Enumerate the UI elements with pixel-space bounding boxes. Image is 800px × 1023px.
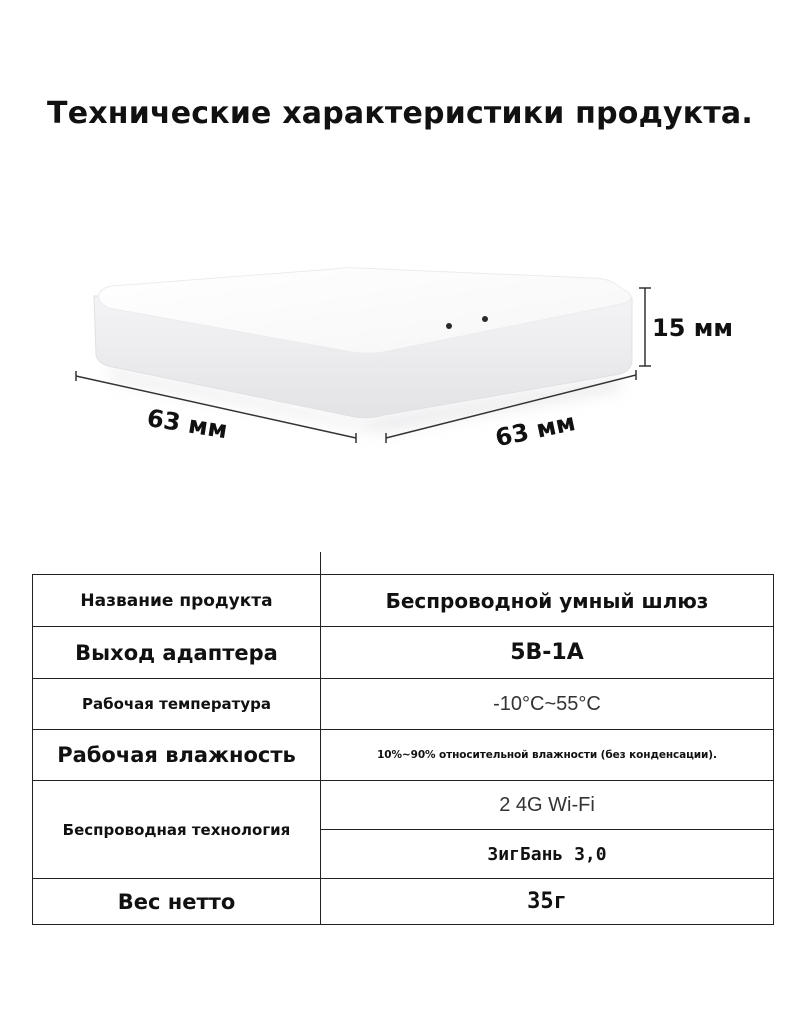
spec-label: Рабочая влажность bbox=[33, 730, 321, 781]
svg-text:15 мм: 15 мм bbox=[652, 314, 733, 342]
table-row bbox=[33, 730, 774, 781]
table-divider-tick bbox=[320, 552, 321, 574]
table-row bbox=[33, 781, 774, 830]
spec-label: Рабочая температура bbox=[33, 679, 321, 730]
svg-text:63 мм: 63 мм bbox=[145, 403, 230, 445]
indicator-light-icon bbox=[446, 323, 452, 329]
dimension-height bbox=[639, 288, 733, 366]
indicator-light-icon bbox=[482, 316, 488, 322]
gateway-device bbox=[94, 268, 632, 430]
spec-value: 10%~90% относительной влажности (без конденсации). bbox=[321, 730, 774, 781]
page-title: Технические характеристики продукта. bbox=[47, 96, 753, 131]
spec-label: Беспроводная технология bbox=[33, 781, 321, 879]
table-row bbox=[33, 627, 774, 679]
svg-text:63 мм: 63 мм bbox=[492, 408, 578, 453]
table-row bbox=[33, 879, 774, 925]
spec-value: 2 4G Wi-Fi bbox=[321, 781, 774, 830]
spec-value: -10°C~55°C bbox=[321, 679, 774, 730]
product-figure bbox=[0, 260, 800, 490]
table-row bbox=[33, 679, 774, 730]
spec-label: Выход адаптера bbox=[33, 627, 321, 679]
spec-value: 35г bbox=[321, 879, 774, 925]
spec-value: 5В-1А bbox=[321, 627, 774, 679]
spec-label: Вес нетто bbox=[33, 879, 321, 925]
table-row bbox=[33, 575, 774, 627]
spec-value: ЗигБань 3,0 bbox=[321, 830, 774, 879]
spec-table bbox=[32, 574, 774, 925]
spec-label: Название продукта bbox=[33, 575, 321, 627]
spec-value: Беспроводной умный шлюз bbox=[321, 575, 774, 627]
